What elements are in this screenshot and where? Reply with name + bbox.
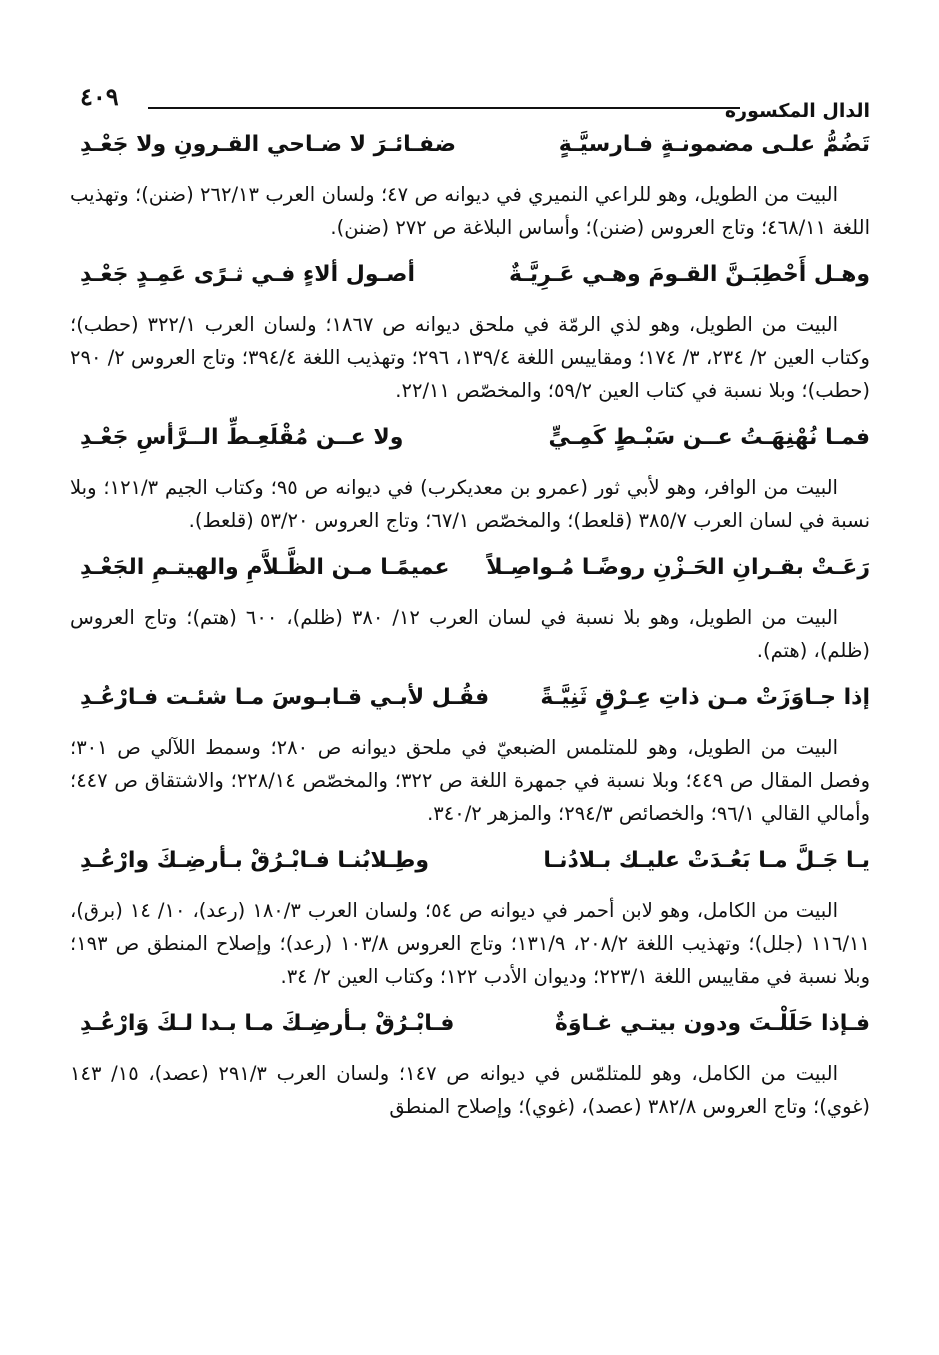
verse-second-hemistich: ضفـائـرَ لا ضـاحي القـرونِ ولا جَعْـدِ xyxy=(80,132,457,157)
verse-entry-1 xyxy=(70,120,870,250)
verse-entry-7 xyxy=(70,999,870,1129)
verse-commentary: البيت من الوافر، وهو لأبي ثور (عمرو بن معديكرب) في ديوانه ص ٩٥؛ وكتاب الجيم ١٢١/٣؛ وبلا نسبة في لسان العرب ٣٨٥/٧ (قلعط)؛ والمخصّص ٦٧/١؛ وتاج العروس ٥٣/٢٠ (قلعط). xyxy=(70,476,870,532)
book-page xyxy=(70,60,870,1350)
running-title: الدال المكسورة xyxy=(724,100,870,122)
verse-second-hemistich: فقُـل لأبـي قـابـوسَ مـا شئـت فـارْعُـدِ xyxy=(80,685,490,710)
verse-line xyxy=(70,999,870,1057)
verse-entry-3 xyxy=(70,413,870,543)
verse-first-hemistich: تَضُمُّ علـى مضمونـةٍ فـارسيَّـةٍ xyxy=(558,132,870,157)
verse-entry-4 xyxy=(70,543,870,673)
verse-second-hemistich: وطِـلابُنـا فـابْـرُقْ بـأرضِـكَ وارْعُـدِ xyxy=(80,848,430,873)
verse-line xyxy=(70,543,870,601)
verse-first-hemistich: فـإذا حَلَلْـتَ ودون بيتـي غـاوَةٌ xyxy=(554,1011,870,1036)
verse-entry-6 xyxy=(70,836,870,999)
verse-line xyxy=(70,673,870,731)
verse-line xyxy=(70,413,870,471)
verse-commentary: البيت من الطويل، وهو للمتلمس الضبعيّ في ملحق ديوانه ص ٢٨٠؛ وسمط اللآلي ص ٣٠١؛ وفصل المقال ص ٤٤٩؛ وبلا نسبة في جمهرة اللغة ص ٣٢٢؛ والمخصّص ٢٢٨/١٤؛ والاشتقاق ص ٤٤٧؛ وأمالي القالي ٩٦/١؛ والخصائص ٢٩٤/٣؛ والمزهر ٣٤٠/٢. xyxy=(70,736,870,825)
verse-second-hemistich: عميمًـا مـن الظَّـلاَّمِ والهيتـمِ الجَعْـدِ xyxy=(80,555,450,580)
verse-first-hemistich: فمـا نُهْنِهَـتُ عــن سَبْـطٍ كَمِـيٍّ xyxy=(548,425,870,450)
verse-commentary: البيت من الكامل، وهو لابن أحمر في ديوانه ص ٥٤؛ ولسان العرب ١٨٠/٣ (رعد)، ١٠/ ١٤ (برق)، ١١٦/١١ (جلل)؛ وتهذيب اللغة ٢٠٨/٢، ١٣١/٩؛ وتاج العروس ١٠٣/٨ (رعد)؛ وإصلاح المنطق ص ١٩٣؛ وبلا نسبة في مقاييس اللغة ٢٢٣/١؛ وديوان الأدب ١٢٢؛ وكتاب العين ٢/ ٣٤. xyxy=(70,899,870,988)
verse-first-hemistich: إذا جـاوَزَتْ مـن ذاتِ عِـرْقٍ ثَنِيَّـةً xyxy=(540,685,870,710)
verse-commentary: البيت من الطويل، وهو بلا نسبة في لسان العرب ١٢/ ٣٨٠ (ظلم)، ٦٠٠ (هتم)؛ وتاج العروس (ظلم)، (هتم). xyxy=(70,606,870,662)
verse-line xyxy=(70,120,870,178)
verse-second-hemistich: فـابْـرُقْ بـأرضِـكَ مـا بـدا لـكَ وَارْعُـدِ xyxy=(80,1011,455,1036)
verse-entry-2 xyxy=(70,250,870,413)
verse-commentary: البيت من الطويل، وهو للراعي النميري في ديوانه ص ٤٧؛ ولسان العرب ٢٦٢/١٣ (ضنن)؛ وتهذيب اللغة ٤٦٨/١١؛ وتاج العروس (ضنن)؛ وأساس البلاغة ص ٢٧٢ (ضنن). xyxy=(70,183,870,239)
verse-entry-5 xyxy=(70,673,870,836)
verse-second-hemistich: ولا عــن مُقْلَعِـطِّ الــرَّأسِ جَعْـدِ xyxy=(80,425,404,450)
verse-line xyxy=(70,836,870,894)
page-number: ٤٠٩ xyxy=(80,82,119,111)
verse-first-hemistich: رَعَـتْ بقـرانِ الحَـزْنِ روضًـا مُـواصِـلاً xyxy=(486,555,870,580)
verse-first-hemistich: يـا جَـلَّ مـا بَعُـدَتْ عليـك بـلادُنـا xyxy=(543,848,870,873)
page-header xyxy=(70,60,870,120)
verse-second-hemistich: أصـول ألاءٍ فـي ثـرًى عَمِـدٍ جَعْـدِ xyxy=(80,262,415,287)
header-rule xyxy=(148,107,740,109)
verse-commentary: البيت من الطويل، وهو لذي الرمّة في ملحق ديوانه ص ١٨٦٧؛ ولسان العرب ٣٢٢/١ (حطب)؛ وكتاب العين ٢/ ٢٣٤، ٣/ ١٧٤؛ ومقاييس اللغة ١٣٩/٤، ٢٩٦؛ وتهذيب اللغة ٣٩٤/٤؛ وتاج العروس ٢/ ٢٩٠ (حطب)؛ وبلا نسبة في كتاب العين ٥٩/٢؛ والمخصّص ٢٢/١١. xyxy=(70,313,870,402)
verse-line xyxy=(70,250,870,308)
verse-commentary: البيت من الكامل، وهو للمتلمّس في ديوانه ص ١٤٧؛ ولسان العرب ٢٩١/٣ (عصد)، ١٥/ ١٤٣ (غوي)؛ وتاج العروس ٣٨٢/٨ (عصد)، (غوي)؛ وإصلاح المنطق xyxy=(70,1062,870,1118)
verse-first-hemistich: وهـل أَحْطِبَـنَّ القـومَ وهـي عَـرِيَّـةٌ xyxy=(509,262,870,287)
